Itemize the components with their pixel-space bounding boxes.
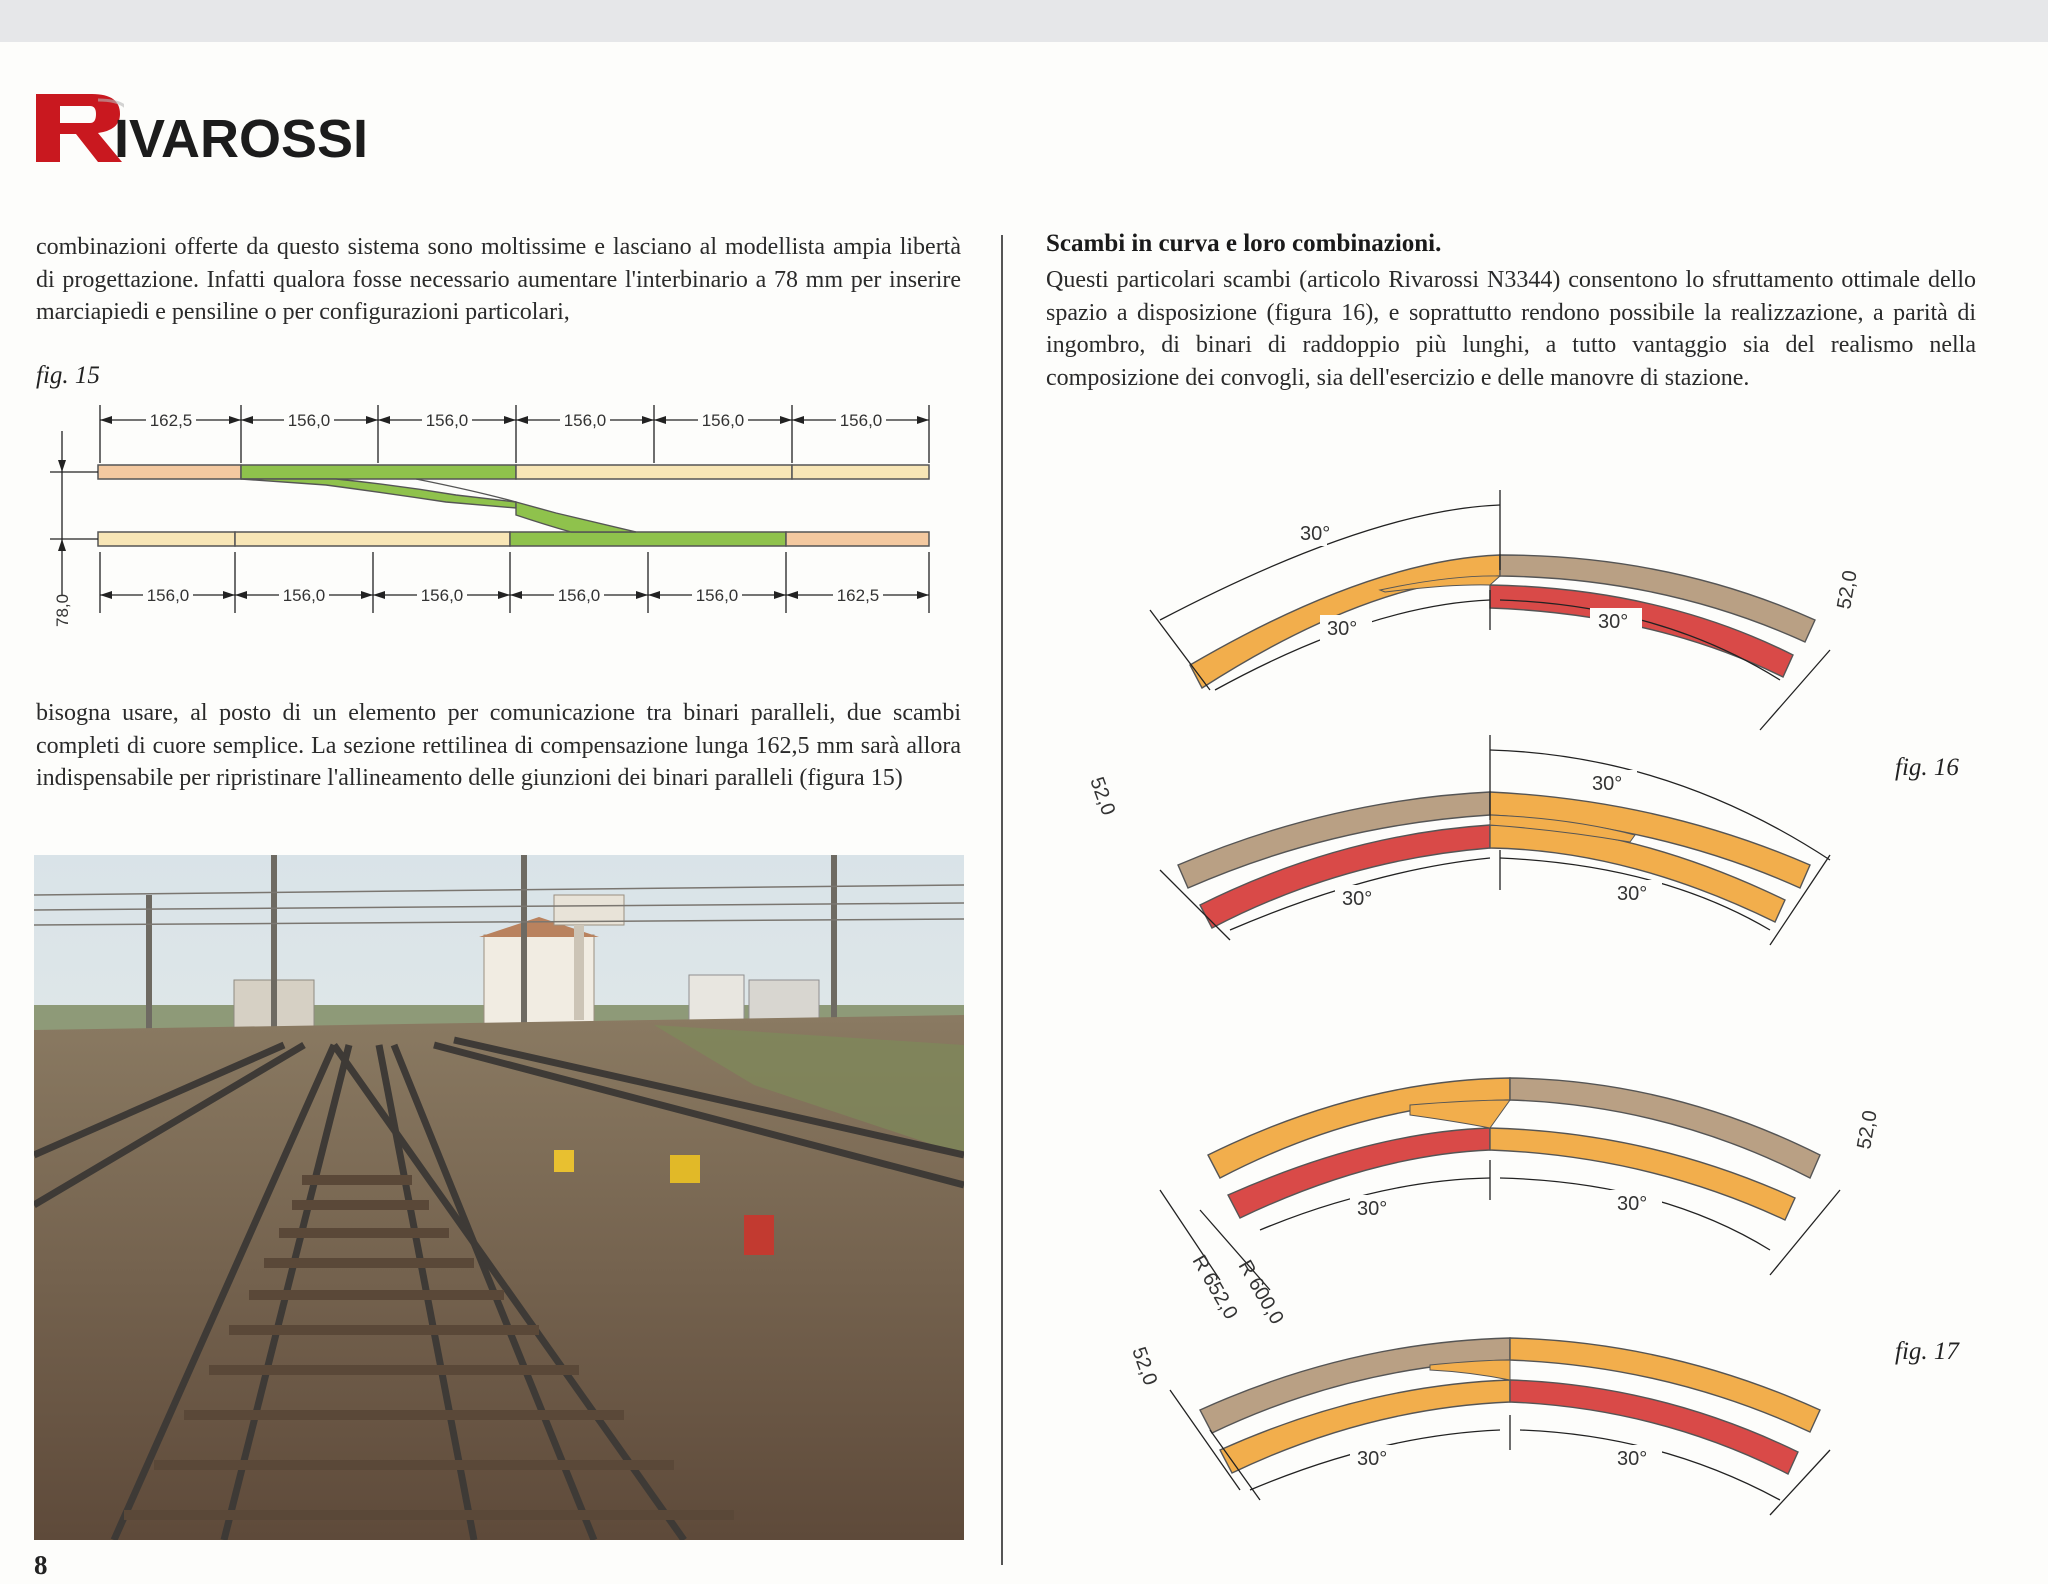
fig15-spacing-dimension	[50, 431, 98, 595]
fig15-top-dim-4: 156,0	[563, 411, 607, 430]
fig16-upper-angle-right: 30°	[1598, 611, 1629, 633]
fig16-lower-angle-right: 30°	[1617, 883, 1648, 905]
intro-paragraph: combinazioni offerte da questo sistema sono moltissime e lasciano al modellista ampia libertà di progettazione. Infatti qualora fosse necessario aumentare l'interbinario a 78 mm per inserire marciapiedi e pensiline o per configurazioni particolari,	[36, 234, 961, 325]
scan-top-band	[0, 0, 2048, 42]
fig17-lower-angle-left: 30°	[1357, 1448, 1388, 1470]
fig15-bottom-dim-2: 156,0	[282, 586, 326, 605]
fig17-inner-radius: R 600,0	[1233, 1256, 1288, 1329]
fig16-diagram	[1070, 480, 1920, 990]
fig15-top-dim-1: 162,5	[149, 411, 193, 430]
fig15-bottom-dim-4: 156,0	[557, 586, 601, 605]
curved-turnouts-paragraph: Questi particolari scambi (articolo Rivarossi N3344) consentono lo sfruttamento ottimale dello spazio a disposizione (figura 16), e soprattutto rendono possibile la realizzazione, a parità di ingombro, di binari di raddoppio più lunghi, a tutto vantaggio sia del realismo nella composizione dei convogli, sia dell'esercizio e delle manovre di stazione.	[1046, 267, 1976, 391]
fig17-lower-assembly	[1127, 1338, 1830, 1515]
fig17-outer-radius: R 652,0	[1187, 1251, 1242, 1324]
fig16-upper-spacing: 52,0	[1833, 568, 1862, 611]
fig17-lower-spacing: 52,0	[1127, 1344, 1162, 1389]
page-number: 8	[34, 1550, 48, 1580]
fig15-top-dim-2: 156,0	[287, 411, 331, 430]
column-divider	[1001, 235, 1003, 1565]
fig15-lower-track	[98, 532, 929, 546]
fig17-upper-assembly	[1160, 1078, 1882, 1328]
fig16-upper-angle-left: 30°	[1327, 618, 1358, 640]
railway-yard-photo	[34, 855, 964, 1540]
fig15-explanation-paragraph: bisogna usare, al posto di un elemento per comunicazione tra binari paralleli, due scambi completi di cuore semplice. La sezione rettilinea di compensazione lunga 162,5 mm sarà allora indispensabile per ripristinare l'allineamento delle giunzioni dei binari paralleli (figura 15)	[36, 700, 961, 791]
fig17-upper-angle-right: 30°	[1617, 1193, 1648, 1215]
fig15-top-dim-3: 156,0	[425, 411, 469, 430]
fig15-label: fig. 15	[36, 362, 100, 389]
section-heading: Scambi in curva e loro combinazioni.	[1046, 230, 1442, 257]
fig15-upper-track	[98, 465, 929, 479]
brand-wordmark: IVAROSSI	[114, 109, 369, 169]
fig17-lower-angle-right: 30°	[1617, 1448, 1648, 1470]
fig16-label: fig. 16	[1895, 754, 1959, 781]
fig16-lower-spacing: 52,0	[1085, 774, 1120, 819]
fig17-upper-spacing: 52,0	[1853, 1108, 1882, 1151]
fig16-lower-angle-top: 30°	[1592, 773, 1623, 795]
fig16-lower-angle-left: 30°	[1342, 888, 1373, 910]
fig15-bottom-dim-6: 162,5	[836, 586, 880, 605]
fig15-bottom-dimension-row	[100, 552, 929, 613]
fig16-lower-assembly	[1085, 735, 1830, 945]
fig15-bottom-dim-5: 156,0	[695, 586, 739, 605]
fig16-upper-assembly	[1150, 490, 1862, 730]
fig17-upper-angle-left: 30°	[1357, 1198, 1388, 1220]
fig15-crossover-branches	[241, 479, 636, 532]
fig15-top-dim-6: 156,0	[839, 411, 883, 430]
fig15-top-dim-5: 156,0	[701, 411, 745, 430]
fig15-diagram	[36, 395, 956, 640]
fig15-spacing-label: 78,0	[53, 593, 72, 627]
rivarossi-r-mark	[34, 92, 124, 164]
fig15-bottom-dim-1: 156,0	[146, 586, 190, 605]
fig16-upper-angle-top: 30°	[1300, 523, 1331, 545]
fig15-bottom-dim-3: 156,0	[420, 586, 464, 605]
fig17-diagram	[1080, 1050, 1930, 1560]
fig15-top-dimension-row	[100, 405, 929, 463]
fig17-label: fig. 17	[1895, 1338, 1959, 1365]
